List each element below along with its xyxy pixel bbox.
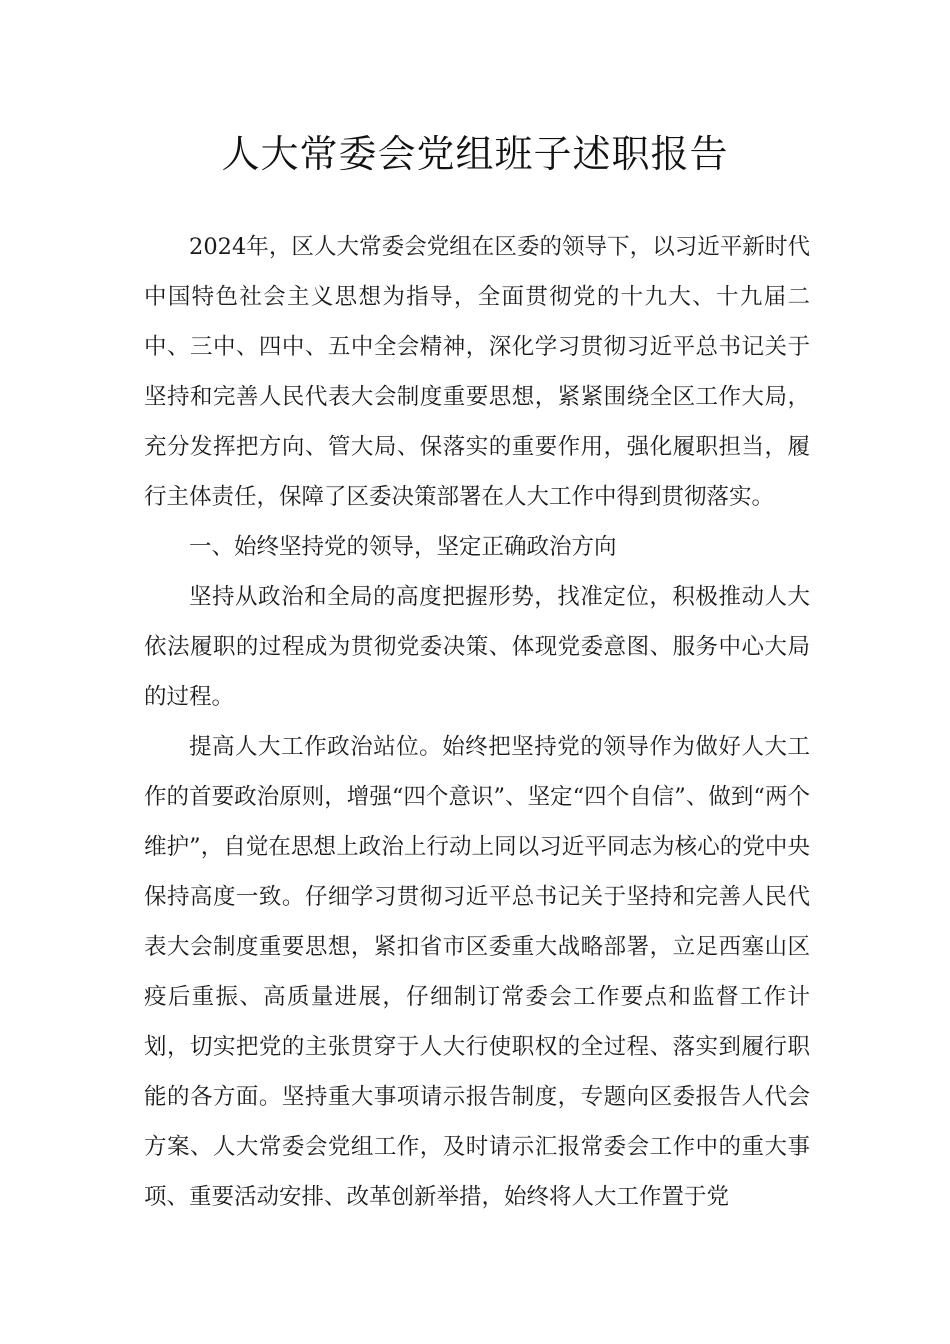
document-title: 人大常委会党组班子述职报告 (221, 132, 729, 176)
document-body (144, 222, 810, 1222)
paragraph-intro: 2024年，区人大常委会党组在区委的领导下，以习近平新时代中国特色社会主义思想为指导，全面贯彻党的十九大、十九届二中、三中、四中、五中全会精神，深化学习贯彻习近平总书记关于坚持和完善人民代表大会制度重要思想，紧紧围绕全区工作大局，充分发挥把方向、管大局、保落实的重要作用，强化履职担当，履行主体责任，保障了区委决策部署在人大工作中得到贯彻落实。 (144, 234, 810, 510)
paragraph-political-stance: 提高人大工作政治站位。始终把坚持党的领导作为做好人大工作的首要政治原则，增强“四个意识”、坚定“四个自信”、做到“两个维护”，自觉在思想上政治上行动上同以习近平同志为核心的党中央保持高度一致。仔细学习贯彻习近平总书记关于坚持和完善人民代表大会制度重要思想，紧扣省市区委重大战略部署，立足西塞山区疫后重振、高质量进展，仔细制订常委会工作要点和监督工作计划，切实把党的主张贯穿于人大行使职权的全过程、落实到履行职能的各方面。坚持重大事项请示报告制度，专题向区委报告人代会方案、人大常委会党组工作，及时请示汇报常委会工作中的重大事项、重要活动安排、改革创新举措，始终将人大工作置于党 (144, 734, 810, 1210)
section-heading-1: 一、始终坚持党的领导，坚定正确政治方向 (189, 534, 617, 560)
paragraph-section-1-summary: 坚持从政治和全局的高度把握形势，找准定位，积极推动人大依法履职的过程成为贯彻党委决策、体现党委意图、服务中心大局的过程。 (144, 584, 810, 710)
